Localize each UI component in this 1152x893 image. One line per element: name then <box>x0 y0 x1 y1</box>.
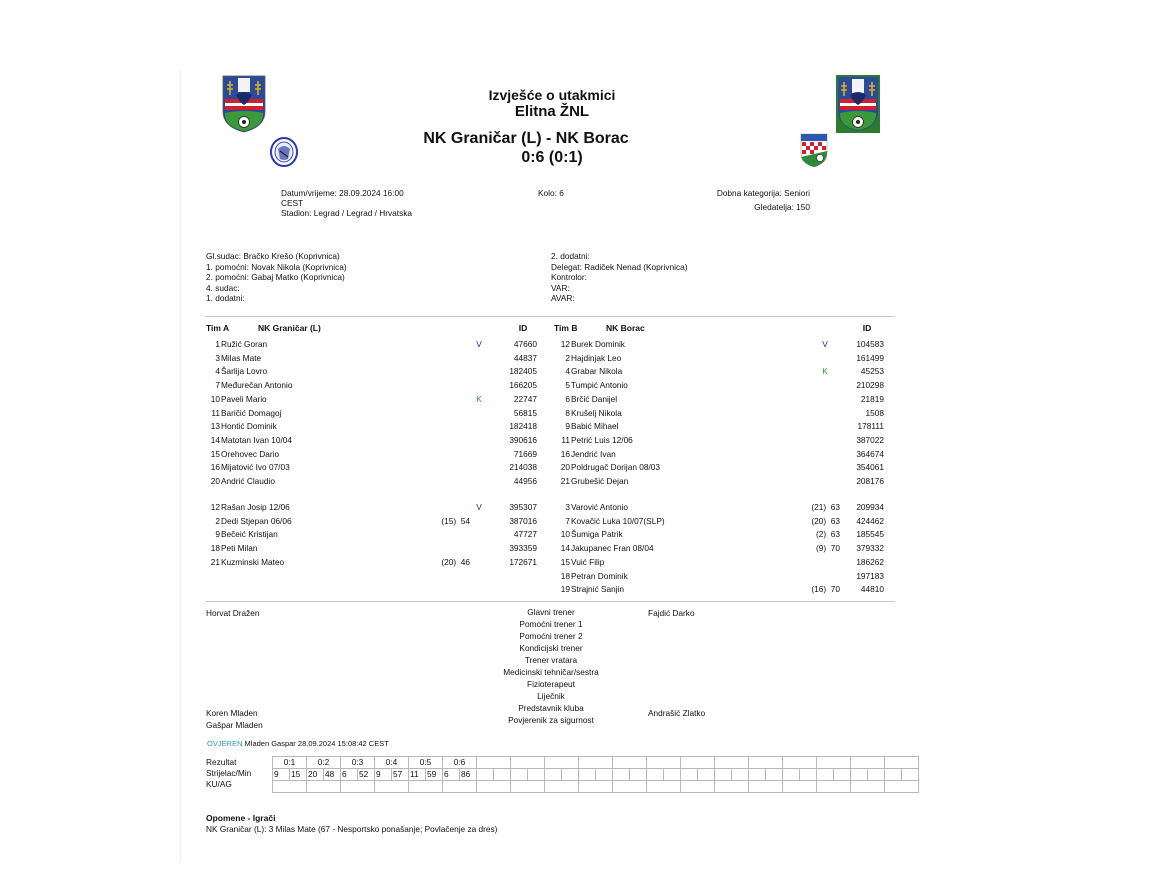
right-county-crest-icon <box>836 75 880 133</box>
goal-minute-cell <box>732 769 749 781</box>
player-row <box>550 500 895 514</box>
player-row <box>200 364 545 378</box>
role-head-coach: Glavni trener <box>527 607 575 617</box>
result-cell <box>647 757 681 769</box>
role-doctor: Liječnik <box>537 691 565 701</box>
player-name: Burek Dominik <box>571 339 625 349</box>
player-name: Petrić Luis 12/06 <box>571 434 633 445</box>
nk-borac-crest-icon <box>800 133 828 168</box>
player-number: 19 <box>560 584 570 595</box>
player-row <box>200 514 545 528</box>
official-avar: AVAR: <box>551 293 575 303</box>
goal-minute-cell: 15 <box>290 769 307 781</box>
result-cell <box>613 757 647 769</box>
divider <box>205 601 895 602</box>
substitution-info: (20) 46 <box>441 556 470 567</box>
substitution-info: (9) 70 <box>816 543 840 554</box>
player-id: 185545 <box>856 529 884 540</box>
result-cell: 0:1 <box>273 757 307 769</box>
player-id: 364674 <box>856 448 884 459</box>
player-number: 18 <box>210 543 220 554</box>
goal-minute-cell: 57 <box>392 769 409 781</box>
player-name: Peti Milan <box>221 543 258 554</box>
player-name: Grabar Nikola <box>571 366 623 377</box>
score-table-labels <box>206 757 251 790</box>
substitution-info: (20) 63 <box>811 515 840 526</box>
player-number: 1 <box>215 339 220 349</box>
player-row <box>550 364 895 378</box>
ku-ag-cell <box>443 781 477 793</box>
staff-roles <box>471 606 631 726</box>
player-id: 21819 <box>860 393 884 404</box>
verification-line <box>207 739 389 748</box>
player-id: 354061 <box>856 462 884 473</box>
substitution-info: (21) 63 <box>811 502 840 512</box>
player-name: Ružić Goran <box>221 339 268 349</box>
player-name: Jakupanec Fran 08/04 <box>571 543 654 554</box>
goal-minute-cell: 48 <box>324 769 341 781</box>
ku-ag-cell <box>477 781 511 793</box>
team-b-head-coach: Fajdić Darko <box>648 608 695 618</box>
player-number: 10 <box>210 393 220 404</box>
player-name: Krušelj Nikola <box>571 407 622 418</box>
ku-ag-cell <box>341 781 375 793</box>
role-fitness-coach: Kondicijski trener <box>519 643 583 653</box>
player-row <box>200 406 545 420</box>
role-medical-technician: Medicinski tehničar/sestra <box>503 667 599 677</box>
player-row <box>200 500 545 514</box>
captain-marker: K <box>822 366 828 377</box>
official-controller: Kontrolor: <box>551 272 587 282</box>
score-table <box>272 756 919 793</box>
goal-minute-cell <box>528 769 545 781</box>
player-name: Hontić Dominik <box>221 421 277 432</box>
player-id: 395307 <box>509 502 537 512</box>
player-row <box>550 474 895 488</box>
player-number: 20 <box>210 476 220 486</box>
player-row <box>550 433 895 447</box>
player-row <box>200 460 545 474</box>
player-number: 3 <box>215 352 220 363</box>
player-id: 104583 <box>856 339 884 349</box>
player-row <box>200 474 545 488</box>
player-name: Matotan Ivan 10/04 <box>221 434 293 445</box>
label-scorer-minute: Strijelac/Min <box>206 768 252 778</box>
player-row <box>200 527 545 541</box>
ku-ag-cell <box>307 781 341 793</box>
team-b-name: NK Borac <box>606 323 645 333</box>
left-county-crest-icon <box>222 75 266 133</box>
player-number: 16 <box>560 448 570 459</box>
scorer-number-cell <box>783 769 800 781</box>
ku-ag-cell <box>885 781 919 793</box>
scorer-number-cell <box>613 769 630 781</box>
player-row <box>550 541 895 555</box>
scorer-number-cell <box>511 769 528 781</box>
goal-minute-cell <box>766 769 783 781</box>
player-id: 44810 <box>860 584 884 595</box>
player-number: 21 <box>560 476 570 486</box>
player-row <box>550 527 895 541</box>
scorer-number-cell: 11 <box>409 769 426 781</box>
player-name: Babić Mihael <box>571 421 619 432</box>
player-row <box>550 392 895 406</box>
player-name: Orehovec Dario <box>221 448 280 459</box>
player-row <box>200 337 545 351</box>
role-assistant-coach-2: Pomoćni trener 2 <box>519 631 583 641</box>
report-title: Izvješće o utakmici <box>488 87 616 103</box>
player-number: 7 <box>565 515 570 526</box>
player-name: Brčić Danijel <box>571 393 618 404</box>
official-head-referee: Gl.sudac: Bračko Krešo (Koprivnica) <box>206 251 340 261</box>
player-name: Vuić Filip <box>571 556 605 567</box>
player-name: Andrić Claudio <box>221 476 275 486</box>
player-name: Dedi Stjepan 06/06 <box>221 515 292 526</box>
player-name: Varović Antonio <box>571 502 629 512</box>
result-cell <box>477 757 511 769</box>
player-name: Međurečan Antonio <box>221 380 293 391</box>
player-id: 44956 <box>513 476 537 486</box>
stadium: Stadion: Legrad / Legrad / Hrvatska <box>281 208 412 218</box>
label-result: Rezultat <box>206 757 237 767</box>
player-id: 166205 <box>509 380 537 391</box>
player-row <box>550 555 895 569</box>
player-row <box>550 351 895 365</box>
scorer-number-cell <box>749 769 766 781</box>
ku-ag-cell <box>749 781 783 793</box>
player-number: 12 <box>210 502 220 512</box>
player-number: 7 <box>215 380 220 391</box>
team-a-name: NK Graničar (L) <box>258 323 321 333</box>
player-name: Hajdinjak Leo <box>571 352 622 363</box>
ku-ag-cell <box>409 781 443 793</box>
ku-ag-cell <box>273 781 307 793</box>
ku-ag-cell <box>511 781 545 793</box>
match-datetime <box>281 188 412 218</box>
result-cell <box>885 757 919 769</box>
goalkeeper-marker: V <box>822 339 828 349</box>
player-name: Petran Dominik <box>571 570 628 581</box>
score-row-ku-ag <box>273 781 919 793</box>
player-row <box>200 419 545 433</box>
player-number: 6 <box>565 393 570 404</box>
player-number: 11 <box>561 434 570 445</box>
ku-ag-cell <box>681 781 715 793</box>
player-number: 12 <box>560 339 570 349</box>
goal-minute-cell <box>902 769 919 781</box>
player-id: 47660 <box>513 339 537 349</box>
player-number: 15 <box>210 448 220 459</box>
player-id: 210298 <box>856 380 884 391</box>
label-ku-ag: KU/AG <box>206 779 232 789</box>
player-number: 8 <box>565 407 570 418</box>
player-id: 186262 <box>856 556 884 567</box>
ku-ag-cell <box>375 781 409 793</box>
player-row <box>200 392 545 406</box>
datetime-line: Datum/vrijeme: 28.09.2024 16:00 <box>281 188 404 198</box>
player-id: 161499 <box>856 352 884 363</box>
goal-minute-cell <box>494 769 511 781</box>
result-cell <box>681 757 715 769</box>
goal-minute-cell <box>596 769 613 781</box>
player-id: 387016 <box>509 515 537 526</box>
round: Kolo: 6 <box>538 188 564 198</box>
scorer-number-cell <box>715 769 732 781</box>
competition-name: Elitna ŽNL <box>514 103 590 120</box>
player-number: 15 <box>560 556 570 567</box>
player-number: 3 <box>565 502 570 512</box>
player-name: Grubešić Dejan <box>571 476 629 486</box>
player-id: 1508 <box>865 407 884 418</box>
result-cell: 0:4 <box>375 757 409 769</box>
player-row <box>200 555 545 569</box>
goal-minute-cell <box>630 769 647 781</box>
result-cell <box>851 757 885 769</box>
player-name: Poldrugač Dorijan 08/03 <box>571 462 661 473</box>
player-row <box>550 378 895 392</box>
player-id: 209934 <box>856 502 884 512</box>
player-id: 22747 <box>513 393 537 404</box>
result-cell: 0:3 <box>341 757 375 769</box>
player-number: 20 <box>560 462 570 473</box>
player-id: 182418 <box>509 421 537 432</box>
player-id: 379332 <box>856 543 884 554</box>
player-number: 4 <box>215 366 220 377</box>
player-row <box>200 433 545 447</box>
result-cell: 0:5 <box>409 757 443 769</box>
divider <box>205 316 895 317</box>
officials-right <box>551 251 688 304</box>
scorer-number-cell: 9 <box>273 769 290 781</box>
player-name: Jendrić Ivan <box>571 448 616 459</box>
cautions-title: Opomene - Igrači <box>206 813 276 823</box>
scorer-number-cell <box>647 769 664 781</box>
role-club-representative: Predstavnik kluba <box>518 703 584 713</box>
player-row <box>200 378 545 392</box>
player-number: 4 <box>565 366 570 377</box>
player-id: 71669 <box>513 448 537 459</box>
official-assistant-2: 2. pomoćni: Gabaj Matko (Koprivnica) <box>206 272 345 282</box>
player-number: 11 <box>211 407 220 418</box>
result-cell <box>579 757 613 769</box>
result-cell: 0:2 <box>307 757 341 769</box>
scorer-number-cell <box>579 769 596 781</box>
substitution-info: (16) 70 <box>811 584 840 595</box>
official-delegate: Delegat: Radiček Nenad (Koprivnica) <box>551 261 688 272</box>
nk-granicar-crest-icon <box>270 137 298 167</box>
player-name: Bečeić Kristijan <box>221 529 278 540</box>
role-security-officer: Povjerenik za sigurnost <box>508 715 594 725</box>
player-name: Strajnić Sanjin <box>571 584 625 595</box>
player-name: Tumpić Antonio <box>571 380 628 391</box>
goal-minute-cell <box>800 769 817 781</box>
scorer-number-cell <box>545 769 562 781</box>
player-number: 5 <box>565 380 570 391</box>
player-name: Šarlija Lovro <box>221 366 268 377</box>
player-id: 178111 <box>857 421 884 432</box>
ku-ag-cell <box>783 781 817 793</box>
player-name: Rašan Josip 12/06 <box>221 502 290 512</box>
scorer-number-cell: 6 <box>443 769 460 781</box>
player-number: 21 <box>210 556 220 567</box>
verification-by: Mladen Gaspar 28.09.2024 15:08:42 CEST <box>244 739 389 748</box>
captain-marker: K <box>476 393 482 404</box>
datetime-timezone: CEST <box>281 198 304 208</box>
result-cell <box>715 757 749 769</box>
ku-ag-cell <box>647 781 681 793</box>
player-row <box>200 447 545 461</box>
player-row <box>550 514 895 528</box>
goal-minute-cell <box>562 769 579 781</box>
official-fourth: 4. sudac: <box>206 282 240 293</box>
player-number: 10 <box>560 529 570 540</box>
officials-left <box>206 251 347 304</box>
player-number: 9 <box>215 529 220 540</box>
player-row <box>550 337 895 351</box>
player-id: 182405 <box>509 366 537 377</box>
substitution-info: (15) 54 <box>441 515 470 526</box>
goal-minute-cell <box>698 769 715 781</box>
team-a-security-officer: Gašpar Mladen <box>206 720 263 730</box>
goalkeeper-marker: V <box>476 339 482 349</box>
ku-ag-cell <box>715 781 749 793</box>
goal-minute-cell <box>868 769 885 781</box>
player-id: 387022 <box>856 434 884 445</box>
ku-ag-cell <box>579 781 613 793</box>
player-id: 47727 <box>513 529 537 540</box>
role-assistant-coach-1: Pomoćni trener 1 <box>519 619 583 629</box>
player-row <box>550 460 895 474</box>
player-row <box>200 351 545 365</box>
match-title: NK Graničar (L) - NK Borac <box>423 130 629 147</box>
scorer-number-cell: 20 <box>307 769 324 781</box>
page-edge <box>180 70 181 862</box>
ku-ag-cell <box>545 781 579 793</box>
player-id: 393359 <box>509 543 537 554</box>
scorer-number-cell <box>817 769 834 781</box>
player-name: Šumiga Patrik <box>571 529 623 540</box>
goal-minute-cell: 52 <box>358 769 375 781</box>
scorer-number-cell <box>477 769 494 781</box>
player-row <box>550 419 895 433</box>
scorer-number-cell: 9 <box>375 769 392 781</box>
result-cell <box>817 757 851 769</box>
substitution-info: (2) 63 <box>816 529 840 540</box>
role-goalkeeper-coach: Trener vratara <box>524 655 578 665</box>
score-row-results <box>273 757 919 769</box>
team-b-club-representative: Andrašić Zlatko <box>648 708 706 718</box>
player-row <box>550 406 895 420</box>
age-category: Dobna kategorija: Seniori <box>716 188 810 198</box>
player-number: 14 <box>210 434 220 445</box>
player-number: 18 <box>560 570 570 581</box>
player-id: 172671 <box>509 556 537 567</box>
score-row-scorers <box>273 769 919 781</box>
scorer-number-cell <box>851 769 868 781</box>
player-name: Mijatović Ivo 07/03 <box>221 462 290 473</box>
player-number: 14 <box>560 543 570 554</box>
player-id: 56815 <box>513 407 537 418</box>
team-a-club-representative: Koren Mladen <box>206 708 258 718</box>
player-id: 214038 <box>509 462 537 473</box>
scorer-number-cell <box>681 769 698 781</box>
player-id: 424462 <box>856 515 884 526</box>
player-id: 44837 <box>513 352 537 363</box>
player-id: 197183 <box>856 570 884 581</box>
player-id: 208176 <box>856 476 884 486</box>
match-score: 0:6 (0:1) <box>521 149 583 166</box>
player-name: Kovačić Luka 10/07(SLP) <box>571 515 665 526</box>
team-b-id-header: ID <box>862 323 872 333</box>
caution-entry: NK Graničar (L): 3 Milas Mate (67 - Nesportsko ponašanje; Povlačenje za dres) <box>206 824 498 834</box>
player-row <box>550 447 895 461</box>
goal-minute-cell: 86 <box>460 769 477 781</box>
player-number: 2 <box>215 515 220 526</box>
result-cell <box>783 757 817 769</box>
official-assistant-1: 1. pomoćni: Novak Nikola (Koprivnica) <box>206 261 347 272</box>
player-row <box>200 541 545 555</box>
ku-ag-cell <box>851 781 885 793</box>
result-cell <box>511 757 545 769</box>
player-id: 45253 <box>860 366 884 377</box>
spectators: Gledatelja: 150 <box>754 202 810 212</box>
ku-ag-cell <box>613 781 647 793</box>
verification-status: OVJEREN <box>207 739 243 748</box>
goal-minute-cell <box>664 769 681 781</box>
player-name: Paveli Mario <box>221 393 267 404</box>
result-cell <box>749 757 783 769</box>
player-number: 13 <box>210 421 220 432</box>
result-cell <box>545 757 579 769</box>
official-additional-1: 1. dodatni: <box>206 293 245 303</box>
player-id: 390616 <box>509 434 537 445</box>
goalkeeper-marker: V <box>476 502 482 512</box>
team-b-label: Tim B <box>554 323 578 333</box>
goal-minute-cell: 59 <box>426 769 443 781</box>
player-number: 2 <box>565 352 570 363</box>
team-a-id-header: ID <box>518 323 528 333</box>
ku-ag-cell <box>817 781 851 793</box>
scorer-number-cell <box>885 769 902 781</box>
player-row <box>550 582 895 596</box>
team-a-head-coach: Horvat Dražen <box>206 608 260 618</box>
goal-minute-cell <box>834 769 851 781</box>
player-name: Baričić Domagoj <box>221 407 282 418</box>
result-cell: 0:6 <box>443 757 477 769</box>
player-number: 16 <box>210 462 220 473</box>
scorer-number-cell: 6 <box>341 769 358 781</box>
role-physiotherapist: Fizioterapeut <box>527 679 575 689</box>
player-name: Milas Mate <box>221 352 262 363</box>
player-name: Kuzminski Mateo <box>221 556 285 567</box>
team-a-label: Tim A <box>206 323 230 333</box>
player-row <box>550 569 895 583</box>
official-additional-2: 2. dodatni: <box>551 251 590 261</box>
player-number: 9 <box>565 421 570 432</box>
official-var: VAR: <box>551 282 570 293</box>
